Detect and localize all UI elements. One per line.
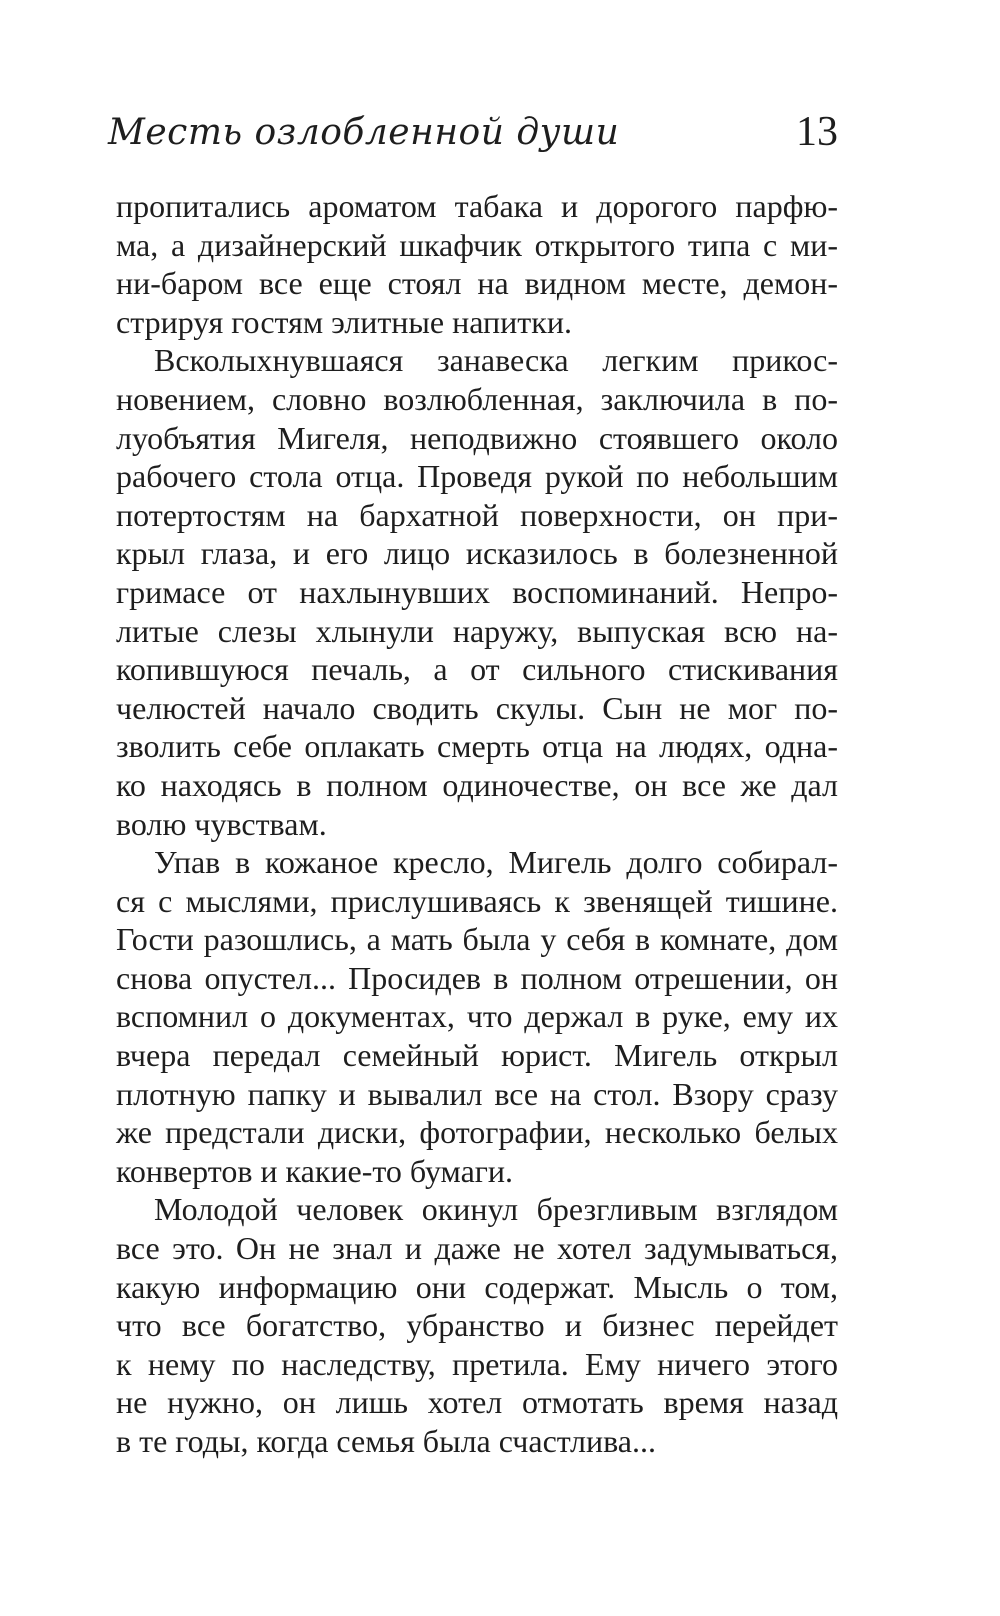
text-line: плотную папку и вывалил все на стол. Взору сразу xyxy=(116,1075,838,1112)
text-line: какую информацию они содержат. Мысль о том, xyxy=(116,1268,838,1305)
text-line: все это. Он не знал и даже не хотел задумываться, xyxy=(116,1230,838,1267)
text-line: стрируя гостям элитные напитки. xyxy=(116,303,572,340)
text-line: ни-баром все еще стоял на видном месте, демон- xyxy=(116,265,838,302)
text-line: же предстали диски, фотографии, несколько белых xyxy=(116,1114,838,1151)
paragraph xyxy=(116,843,838,1190)
page-number: 13 xyxy=(796,109,838,155)
text-line: потертостям на бархатной поверхности, он при- xyxy=(116,496,838,533)
text-line: пропитались ароматом табака и дорогого парфю- xyxy=(116,188,838,224)
text-line: вчера передал семейный юрист. Мигель открыл xyxy=(116,1037,838,1074)
paragraph xyxy=(116,1190,838,1460)
paragraph xyxy=(116,341,838,843)
text-line: что все богатство, убранство и бизнес перейдет xyxy=(116,1307,838,1344)
text-line: к нему по наследству, претила. Ему ничего этого xyxy=(116,1345,838,1382)
text-line: Гости разошлись, а мать была у себя в комнате, дом xyxy=(116,921,838,958)
text-line: ся с мыслями, прислушиваясь к звенящей тишине. xyxy=(116,882,838,919)
text-line: конвертов и какие-то бумаги. xyxy=(116,1152,514,1189)
text-line: в те годы, когда семья была счастлива... xyxy=(116,1423,656,1459)
text-line: зволить себе оплакать смерть отца на людях, одна- xyxy=(116,728,838,765)
text-line: крыл глаза, и его лицо исказилось в болезненной xyxy=(116,535,838,572)
text-line: снова опустел... Просидев в полном отрешении, он xyxy=(116,959,838,996)
text-line: Молодой человек окинул брезгливым взглядом xyxy=(154,1191,838,1228)
text-line: копившуюся печаль, а от сильного стискивания xyxy=(116,651,838,688)
text-line: луобъятия Мигеля, неподвижно стоявшего около xyxy=(116,419,838,456)
text-line: не нужно, он лишь хотел отмотать время назад xyxy=(116,1384,838,1421)
running-title: Месть озлобленной души xyxy=(108,112,620,153)
text-line: ма, а дизайнерский шкафчик открытого типа с ми- xyxy=(116,226,838,263)
text-line: волю чувствам. xyxy=(116,805,327,842)
paragraph xyxy=(116,187,838,341)
text-line: челюстей начало сводить скулы. Сын не мог по- xyxy=(116,689,838,726)
running-head xyxy=(108,108,838,168)
text-line: рабочего стола отца. Проведя рукой по небольшим xyxy=(116,458,838,495)
body-text xyxy=(116,187,838,1461)
text-line: Всколыхнувшаяся занавеска легким прикос- xyxy=(154,342,838,379)
text-line: вспомнил о документах, что держал в руке, ему их xyxy=(116,998,838,1035)
text-line: новением, словно возлюбленная, заключила в по- xyxy=(116,380,838,417)
text-line: гримасе от нахлынувших воспоминаний. Непро- xyxy=(116,573,838,610)
text-line: Упав в кожаное кресло, Мигель долго собирал- xyxy=(154,844,838,881)
text-line: литые слезы хлынули наружу, выпуская всю на- xyxy=(116,612,838,649)
text-line: ко находясь в полном одиночестве, он все же дал xyxy=(116,766,838,803)
